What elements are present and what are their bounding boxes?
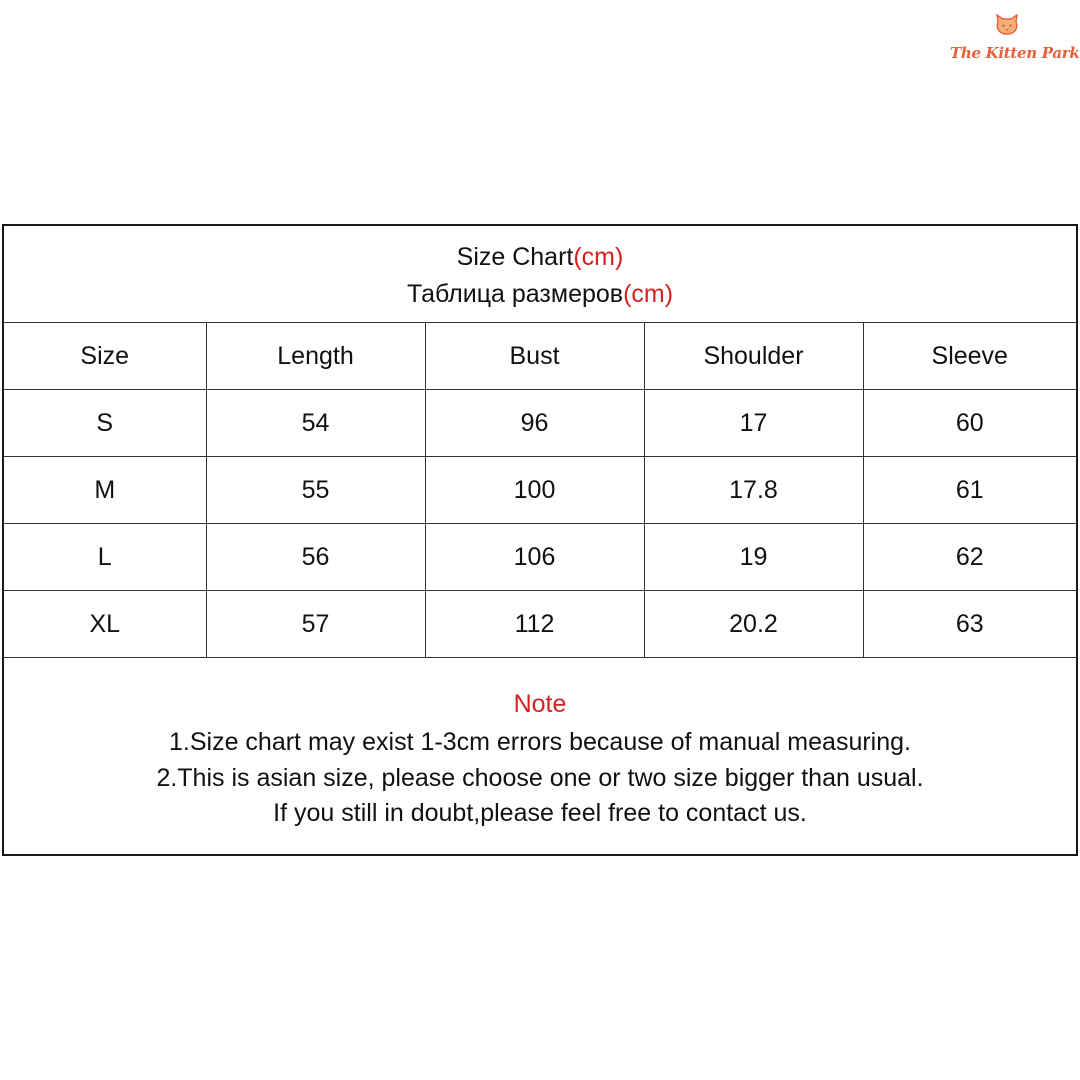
table-cell: M [4,457,206,524]
table-row [4,390,1076,457]
cat-icon [994,14,1020,36]
table-cell: 60 [863,390,1076,457]
header-cell: Sleeve [863,323,1076,390]
table-cell: 20.2 [644,591,863,658]
table-cell: 19 [644,524,863,591]
chart-title-en [4,242,1076,272]
table-row [4,457,1076,524]
size-chart [2,224,1078,856]
table-cell: 54 [206,390,425,457]
brand-logo [950,14,1080,66]
note-box [4,658,1076,854]
table-cell: 17.8 [644,457,863,524]
table-cell: 17 [644,390,863,457]
table-cell: 57 [206,591,425,658]
title-ru-text: Таблица размеров [406,280,624,308]
table-cell: 63 [863,591,1076,658]
table-cell: 61 [863,457,1076,524]
chart-title-ru [4,279,1076,309]
table-cell: 62 [863,524,1076,591]
table-cell: 112 [425,591,644,658]
table-cell: 55 [206,457,425,524]
size-table [4,323,1076,658]
title-ru-unit: (cm) [623,280,674,308]
table-cell: 100 [425,457,644,524]
table-cell: 96 [425,390,644,457]
note-line: 2.This is asian size, please choose one or two size bigger than usual. [156,764,924,792]
title-en-unit: (cm) [573,243,624,271]
title-en-text: Size Chart [456,243,574,271]
table-cell: 106 [425,524,644,591]
note-title: Note [513,690,567,718]
header-cell: Bust [425,323,644,390]
header-cell: Length [206,323,425,390]
table-cell: XL [4,591,206,658]
note-line: 1.Size chart may exist 1-3cm errors because of manual measuring. [169,728,911,756]
brand-name: The Kitten Park [950,44,1080,62]
table-cell: L [4,524,206,591]
table-cell: 56 [206,524,425,591]
header-cell: Size [4,323,206,390]
chart-title-box [4,226,1076,323]
table-cell: S [4,390,206,457]
table-row [4,524,1076,591]
header-cell: Shoulder [644,323,863,390]
table-row [4,591,1076,658]
table-header-row [4,323,1076,390]
note-line: If you still in doubt,please feel free to contact us. [273,799,807,827]
